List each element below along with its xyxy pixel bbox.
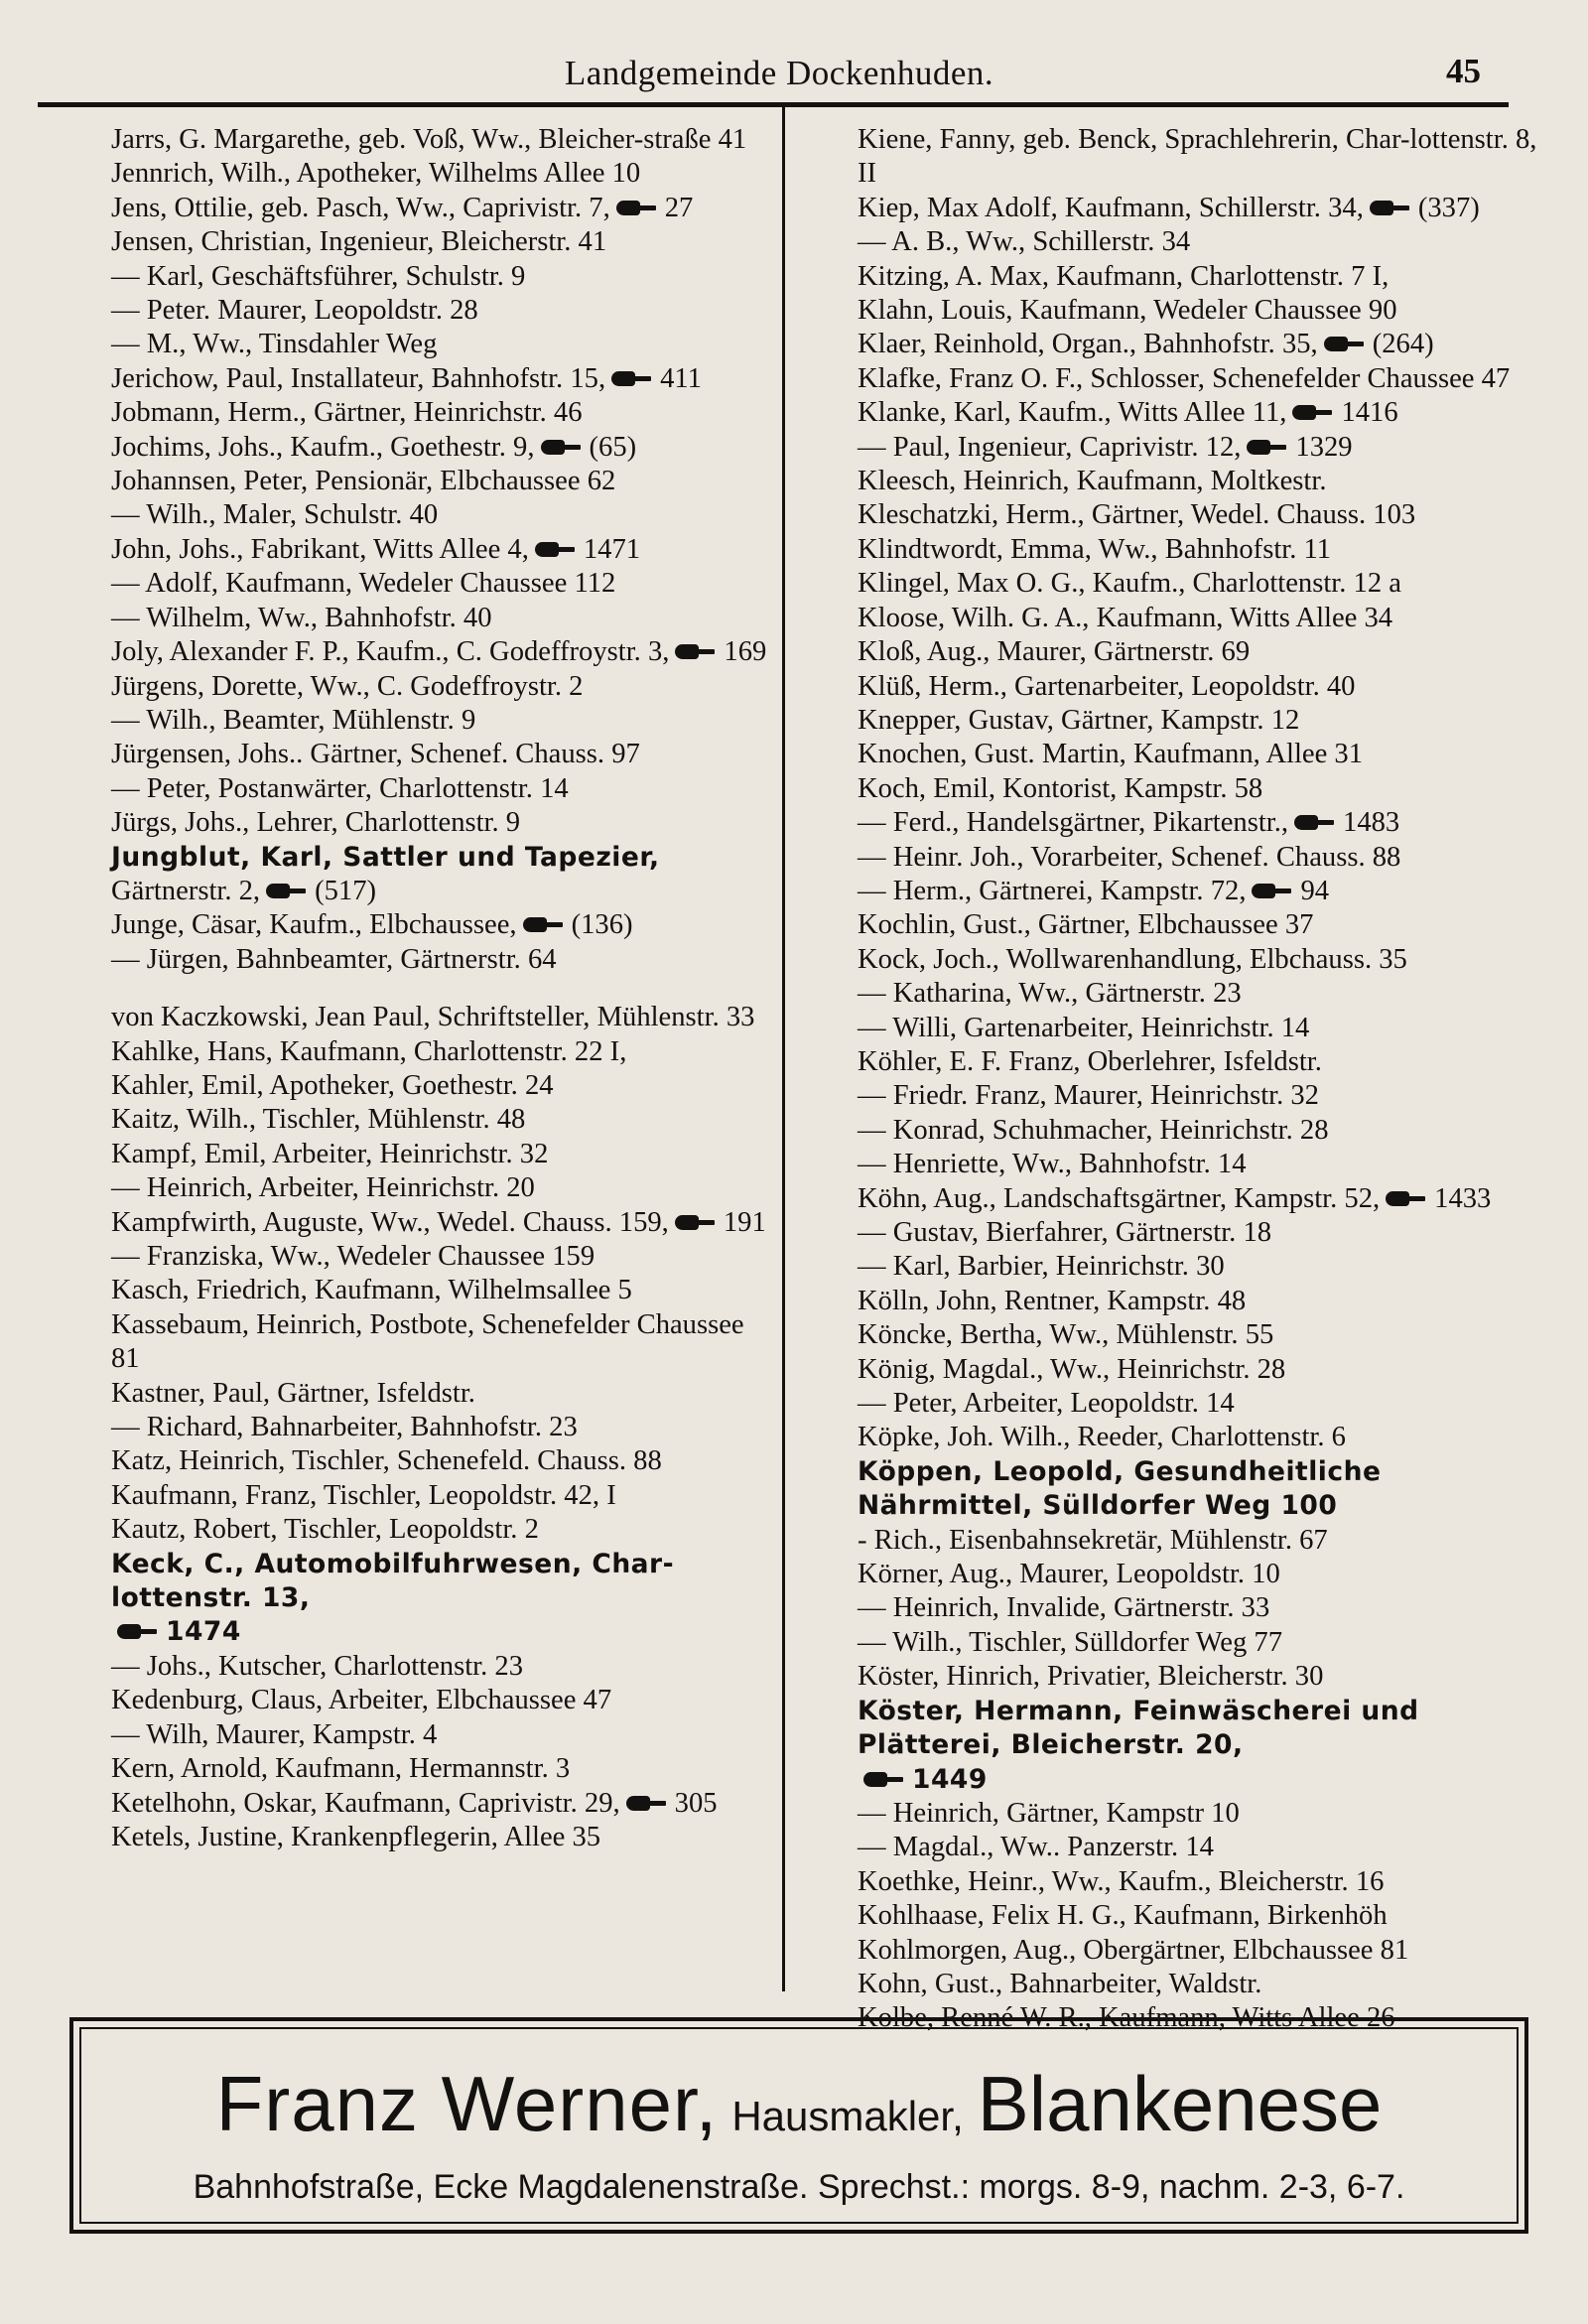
- telephone-number: 191: [723, 1206, 766, 1238]
- directory-entry: [48, 1001, 774, 1034]
- telephone-icon: [1252, 883, 1291, 899]
- entry-text: Kautz, Robert, Tischler, Leopoldstr. 2: [111, 1514, 539, 1546]
- entry-text: Knepper, Gustav, Gärtner, Kampstr. 12: [858, 704, 1300, 736]
- entry-text: Katz, Heinrich, Tischler, Schenefeld. Chauss. 88: [111, 1445, 662, 1477]
- entry-text: — Jürgen, Bahnbeamter, Gärtnerstr. 64: [111, 943, 557, 975]
- telephone-number: 1474: [166, 1616, 241, 1648]
- directory-entry: [794, 1797, 1540, 1831]
- directory-entry: [48, 192, 774, 225]
- directory-entry: [794, 498, 1540, 532]
- entry-text: Kaitz, Wilh., Tischler, Mühlenstr. 48: [111, 1104, 526, 1136]
- entry-text: Jens, Ottilie, geb. Pasch, Ww., Caprivistr. 7,: [111, 192, 610, 223]
- entry-text: Kasch, Friedrich, Kaufmann, Wilhelmsallee 5: [111, 1275, 632, 1306]
- directory-entry: [48, 294, 774, 328]
- directory-entry: [794, 806, 1540, 840]
- directory-entry: [48, 875, 774, 908]
- entry-text: Kloose, Wilh. G. A., Kaufmann, Witts Allee 34: [858, 602, 1393, 633]
- directory-entry: [794, 123, 1540, 192]
- telephone-icon: [1247, 439, 1286, 456]
- advertisement-box: [69, 2017, 1528, 2234]
- advertiser-city: Blankenese: [977, 2060, 1383, 2147]
- directory-entry: [48, 465, 774, 498]
- entry-text: Jennrich, Wilh., Apotheker, Wilhelms Allee 10: [111, 158, 641, 190]
- directory-entry: [794, 533, 1540, 567]
- directory-entry: [794, 738, 1540, 771]
- entry-text: Kaufmann, Franz, Tischler, Leopoldstr. 42, I: [111, 1479, 616, 1511]
- telephone-number: (337): [1417, 192, 1480, 223]
- entry-text: Keck, C., Automobilfuhrwesen, Char-lottenstr. 13,: [111, 1548, 675, 1614]
- directory-entry: [794, 841, 1540, 875]
- directory-entry: [794, 1831, 1540, 1864]
- entry-text: — Herm., Gärtnerei, Kampstr. 72,: [858, 875, 1247, 906]
- directory-entry: [794, 1353, 1540, 1387]
- directory-entry: [48, 635, 774, 669]
- entry-text: Koch, Emil, Kontorist, Kampstr. 58: [858, 772, 1263, 804]
- entry-text: — Richard, Bahnarbeiter, Bahnhofstr. 23: [111, 1412, 578, 1443]
- entry-text: — Heinr. Joh., Vorarbeiter, Schenef. Chauss. 88: [858, 841, 1401, 873]
- directory-entry: [48, 1308, 774, 1377]
- entry-text: — Heinrich, Invalide, Gärtnerstr. 33: [858, 1592, 1270, 1624]
- directory-entry: [48, 1718, 774, 1752]
- entry-text: — Paul, Ingenieur, Caprivistr. 12,: [858, 431, 1242, 463]
- entry-text: von Kaczkowski, Jean Paul, Schriftsteller, Mühlenstr. 33: [111, 1002, 755, 1033]
- directory-entry: [794, 602, 1540, 635]
- entry-text: Kleschatzki, Herm., Gärtner, Wedel. Chauss. 103: [858, 499, 1416, 531]
- telephone-icon: [1294, 814, 1334, 831]
- entry-text: Kohlhaase, Felix H. G., Kaufmann, Birkenhöh: [858, 1900, 1388, 1932]
- entry-text: — Ferd., Handelsgärtner, Pikartenstr.,: [858, 807, 1289, 839]
- entry-text: Köpke, Joh. Wilh., Reeder, Charlottenstr. 6: [858, 1422, 1346, 1453]
- entry-text: Klingel, Max O. G., Kaufm., Charlottenstr. 12 a: [858, 568, 1401, 600]
- advertiser-name: Franz Werner,: [215, 2060, 719, 2147]
- entry-text: Kohlmorgen, Aug., Obergärtner, Elbchaussee 81: [858, 1934, 1409, 1966]
- directory-entry: [48, 1274, 774, 1307]
- directory-entry: [794, 1421, 1540, 1454]
- entry-text: — Henriette, Ww., Bahnhofstr. 14: [858, 1149, 1247, 1180]
- telephone-icon: [1370, 200, 1409, 216]
- entry-text: Kleesch, Heinrich, Kaufmann, Moltkestr.: [858, 466, 1327, 497]
- telephone-icon: [541, 439, 581, 456]
- entry-text: — Wilh., Maler, Schulstr. 40: [111, 499, 439, 531]
- entry-text: Köhn, Aug., Landschaftsgärtner, Kampstr. 52,: [858, 1182, 1381, 1214]
- entry-text: — Karl, Geschäftsführer, Schulstr. 9: [111, 260, 526, 292]
- directory-entry: [48, 328, 774, 361]
- entry-text: Körner, Aug., Maurer, Leopoldstr. 10: [858, 1559, 1280, 1590]
- entry-text: — Katharina, Ww., Gärtnerstr. 23: [858, 978, 1242, 1010]
- entry-text: Köhler, E. F. Franz, Oberlehrer, Isfeldstr.: [858, 1045, 1322, 1077]
- directory-entry: [794, 1695, 1540, 1797]
- directory-entry: [48, 123, 774, 157]
- directory-entry: [48, 602, 774, 635]
- directory-entry: [48, 1444, 774, 1478]
- page-header: [50, 46, 1509, 99]
- directory-entry: [794, 943, 1540, 977]
- telephone-number: 27: [664, 192, 694, 223]
- directory-entry: [794, 1558, 1540, 1591]
- telephone-icon: [266, 883, 306, 899]
- entry-text: König, Magdal., Ww., Heinrichstr. 28: [858, 1353, 1286, 1385]
- directory-entry: [794, 1182, 1540, 1216]
- directory-entry: [48, 396, 774, 430]
- telephone-number: 1433: [1434, 1182, 1492, 1214]
- entry-text: — Friedr. Franz, Maurer, Heinrichstr. 32: [858, 1080, 1319, 1112]
- telephone-icon: [675, 1214, 715, 1231]
- directory-entry: [794, 1899, 1540, 1933]
- directory-entry: [48, 1821, 774, 1854]
- entry-text: Kohn, Gust., Bahnarbeiter, Waldstr.: [858, 1968, 1262, 1999]
- entry-text: — Heinrich, Arbeiter, Heinrichstr. 20: [111, 1172, 535, 1204]
- directory-entry: [48, 738, 774, 771]
- advertisement-address: Bahnhofstraße, Ecke Magdalenenstraße. Sprechst.: morgs. 8-9, nachm. 2-3, 6-7.: [193, 2168, 1405, 2206]
- advertiser-profession: Hausmakler,: [731, 2093, 964, 2139]
- entry-text: Gärtnerstr. 2,: [111, 875, 261, 906]
- directory-entry: [794, 1455, 1540, 1524]
- entry-text: Kochlin, Gust., Gärtner, Elbchaussee 37: [858, 909, 1314, 941]
- directory-entry: [794, 192, 1540, 225]
- entry-text: — Gustav, Bierfahrer, Gärtnerstr. 18: [858, 1217, 1272, 1248]
- entry-text: — Peter, Postanwärter, Charlottenstr. 14: [111, 772, 569, 804]
- entry-text: — Konrad, Schuhmacher, Heinrichstr. 28: [858, 1114, 1329, 1146]
- telephone-number: (264): [1372, 329, 1434, 360]
- directory-entry: [48, 1171, 774, 1205]
- entry-text: Klindtwordt, Emma, Ww., Bahnhofstr. 11: [858, 533, 1332, 565]
- entry-text: Jarrs, G. Margarethe, geb. Voß, Ww., Bleicher-straße 41: [111, 124, 747, 155]
- directory-entry: [48, 1069, 774, 1103]
- entry-text: — A. B., Ww., Schillerstr. 34: [858, 226, 1191, 258]
- telephone-number: 169: [724, 636, 767, 668]
- directory-entry: [48, 704, 774, 738]
- directory-entry: [794, 1148, 1540, 1181]
- entry-text: — Wilhelm, Ww., Bahnhofstr. 40: [111, 602, 492, 633]
- directory-entry: [48, 498, 774, 532]
- telephone-icon: [117, 1623, 157, 1640]
- directory-entry: [48, 1548, 774, 1650]
- entry-text: Joly, Alexander F. P., Kaufm., C. Godeffroystr. 3,: [111, 636, 670, 668]
- entry-text: Ketelhohn, Oskar, Kaufmann, Caprivistr. 29,: [111, 1787, 620, 1819]
- entry-text: — Willi, Gartenarbeiter, Heinrichstr. 14: [858, 1012, 1310, 1043]
- directory-entry: [48, 841, 774, 875]
- page-number: 45: [1446, 52, 1481, 90]
- entry-text: Kern, Arnold, Kaufmann, Hermannstr. 3: [111, 1753, 571, 1785]
- directory-entry: [794, 1660, 1540, 1694]
- directory-entry: [48, 1752, 774, 1786]
- telephone-icon: [523, 916, 563, 933]
- entry-text: — Johs., Kutscher, Charlottenstr. 23: [111, 1650, 524, 1682]
- entry-text: Johannsen, Peter, Pensionär, Elbchaussee 62: [111, 466, 616, 497]
- directory-entry: [794, 567, 1540, 601]
- directory-entry: [48, 1206, 774, 1240]
- directory-entry: [48, 908, 774, 942]
- entry-text: Jürgensen, Johs.. Gärtner, Schenef. Chauss. 97: [111, 739, 640, 770]
- telephone-number: 411: [660, 362, 702, 394]
- entry-text: Kitzing, A. Max, Kaufmann, Charlottenstr. 7 I,: [858, 260, 1390, 292]
- directory-entry: [794, 1318, 1540, 1352]
- entry-text: Jungblut, Karl, Sattler und Tapezier,: [111, 841, 660, 873]
- entry-text: Koethke, Heinr., Ww., Kaufm., Bleicherstr. 16: [858, 1865, 1385, 1897]
- directory-entry: [48, 1377, 774, 1411]
- entry-text: Kloß, Aug., Maurer, Gärtnerstr. 69: [858, 636, 1251, 668]
- telephone-number: (65): [589, 431, 637, 463]
- directory-entry: [794, 704, 1540, 738]
- entry-text: Klahn, Louis, Kaufmann, Wedeler Chaussee 90: [858, 295, 1397, 327]
- entry-text: Ketels, Justine, Krankenpflegerin, Allee 35: [111, 1821, 601, 1852]
- directory-entry: [794, 1079, 1540, 1113]
- entry-text: — Peter. Maurer, Leopoldstr. 28: [111, 295, 478, 327]
- entry-text: Junge, Cäsar, Kaufm., Elbchaussee,: [111, 909, 517, 941]
- entry-text: Kastner, Paul, Gärtner, Isfeldstr.: [111, 1377, 475, 1409]
- directory-entry: [48, 157, 774, 191]
- entry-text: Kahler, Emil, Apotheker, Goethestr. 24: [111, 1069, 554, 1101]
- telephone-number: 1416: [1341, 397, 1398, 429]
- directory-entry: [794, 1285, 1540, 1318]
- telephone-number: 94: [1300, 875, 1330, 906]
- directory-entry: [48, 225, 774, 259]
- advertisement-headline: [81, 2059, 1517, 2149]
- entry-text: — Heinrich, Gärtner, Kampstr 10: [858, 1797, 1240, 1829]
- telephone-number: 305: [674, 1787, 718, 1819]
- directory-entry: [794, 1012, 1540, 1045]
- telephone-number: 1471: [583, 533, 641, 565]
- directory-entry: [48, 943, 774, 977]
- directory-entry: [48, 1035, 774, 1069]
- advertisement-inner-border: [79, 2027, 1519, 2224]
- telephone-icon: [616, 200, 656, 216]
- directory-entry: [794, 396, 1540, 430]
- directory-entry: [794, 1524, 1540, 1558]
- directory-entry: [794, 1934, 1540, 1968]
- telephone-icon: [1386, 1190, 1425, 1207]
- entry-text: Jochims, Johs., Kaufm., Goethestr. 9,: [111, 431, 535, 463]
- entry-text: — Wilh., Beamter, Mühlenstr. 9: [111, 704, 476, 736]
- page-title: Landgemeinde Dockenhuden.: [564, 54, 994, 92]
- entry-text: — Franziska, Ww., Wedeler Chaussee 159: [111, 1241, 596, 1272]
- directory-entry: [794, 908, 1540, 942]
- entry-text: Klaer, Reinhold, Organ., Bahnhofstr. 35,: [858, 329, 1318, 360]
- directory-entry: [48, 1684, 774, 1717]
- directory-entry: [794, 1045, 1540, 1079]
- directory-entry: [794, 1114, 1540, 1148]
- directory-entry: [48, 670, 774, 704]
- column-divider: [782, 107, 785, 1991]
- telephone-icon: [1292, 404, 1332, 421]
- directory-entry: [48, 533, 774, 567]
- telephone-number: 1483: [1343, 807, 1400, 839]
- telephone-icon: [535, 541, 575, 558]
- entry-text: Köster, Hermann, Feinwäscherei und Plätterei, Bleicherstr. 20,: [858, 1695, 1419, 1761]
- entry-text: — Karl, Barbier, Heinrichstr. 30: [858, 1251, 1225, 1283]
- telephone-number: 1449: [912, 1763, 988, 1795]
- directory-entry: [794, 1591, 1540, 1625]
- directory-entry: [48, 1138, 774, 1171]
- entry-text: Kampfwirth, Auguste, Ww., Wedel. Chauss. 159,: [111, 1206, 669, 1238]
- entry-text: Kolbe, Renné W. R., Kaufmann, Witts Allee 26: [858, 2002, 1395, 2034]
- directory-entry: [794, 1865, 1540, 1899]
- directory-entry: [48, 1240, 774, 1274]
- telephone-number: (136): [571, 909, 633, 941]
- directory-entry: [48, 260, 774, 294]
- entry-text: — Magdal., Ww.. Panzerstr. 14: [858, 1832, 1214, 1863]
- telephone-number: (517): [315, 875, 377, 906]
- section-gap: [48, 977, 774, 1001]
- directory-entry: [48, 1479, 774, 1513]
- directory-entry: [794, 875, 1540, 908]
- entry-text: Jerichow, Paul, Installateur, Bahnhofstr. 15,: [111, 362, 606, 394]
- telephone-icon: [863, 1771, 903, 1788]
- directory-entry: [48, 431, 774, 465]
- entry-text: Kiene, Fanny, geb. Benck, Sprachlehrerin, Char-lottenstr. 8, II: [858, 124, 1537, 190]
- telephone-icon: [675, 643, 715, 660]
- directory-entry: [794, 465, 1540, 498]
- directory-entry: [48, 806, 774, 840]
- entry-text: - Rich., Eisenbahnsekretär, Mühlenstr. 67: [858, 1524, 1328, 1556]
- telephone-icon: [611, 370, 651, 387]
- entry-text: Köppen, Leopold, Gesundheitliche Nährmittel, Sülldorfer Weg 100: [858, 1455, 1382, 1522]
- telephone-number: 1329: [1295, 431, 1353, 463]
- directory-entry: [794, 977, 1540, 1011]
- entry-text: — Wilh., Tischler, Sülldorfer Weg 77: [858, 1626, 1283, 1658]
- left-column: [48, 123, 774, 1854]
- directory-entry: [794, 1626, 1540, 1660]
- entry-text: — Peter, Arbeiter, Leopoldstr. 14: [858, 1388, 1235, 1420]
- directory-entry: [794, 772, 1540, 806]
- entry-text: Klüß, Herm., Gartenarbeiter, Leopoldstr. 40: [858, 670, 1356, 702]
- directory-entry: [48, 1787, 774, 1821]
- directory-entry: [48, 1650, 774, 1684]
- entry-text: Jensen, Christian, Ingenieur, Bleicherstr. 41: [111, 226, 607, 258]
- directory-entry: [794, 635, 1540, 669]
- entry-text: Kiep, Max Adolf, Kaufmann, Schillerstr. 34,: [858, 192, 1364, 223]
- entry-text: Köncke, Bertha, Ww., Mühlenstr. 55: [858, 1319, 1274, 1351]
- directory-entry: [48, 567, 774, 601]
- entry-text: — M., Ww., Tinsdahler Weg: [111, 329, 438, 360]
- directory-entry: [794, 1216, 1540, 1250]
- directory-entry: [48, 1103, 774, 1137]
- directory-entry: [794, 1250, 1540, 1284]
- right-column: [794, 123, 1540, 2036]
- entry-text: Kahlke, Hans, Kaufmann, Charlottenstr. 22 I,: [111, 1035, 627, 1067]
- telephone-icon: [1324, 336, 1364, 352]
- directory-entry: [794, 328, 1540, 361]
- directory-entry: [794, 1387, 1540, 1421]
- entry-text: — Wilh, Maurer, Kampstr. 4: [111, 1718, 438, 1750]
- entry-text: Knochen, Gust. Martin, Kaufmann, Allee 31: [858, 739, 1364, 770]
- directory-entry: [794, 362, 1540, 396]
- directory-entry: [48, 362, 774, 396]
- entry-text: Jürgens, Dorette, Ww., C. Godeffroystr. 2: [111, 670, 584, 702]
- entry-text: Kedenburg, Claus, Arbeiter, Elbchaussee 47: [111, 1685, 612, 1716]
- entry-text: Kampf, Emil, Arbeiter, Heinrichstr. 32: [111, 1138, 549, 1169]
- directory-entry: [794, 260, 1540, 294]
- directory-entry: [794, 431, 1540, 465]
- directory-entry: [48, 1411, 774, 1444]
- entry-text: Köster, Hinrich, Privatier, Bleicherstr. 30: [858, 1661, 1324, 1693]
- header-rule: [38, 102, 1509, 107]
- entry-text: Jürgs, Johs., Lehrer, Charlottenstr. 9: [111, 807, 521, 839]
- directory-entry: [794, 294, 1540, 328]
- entry-text: Kock, Joch., Wollwarenhandlung, Elbchauss. 35: [858, 943, 1407, 975]
- entry-text: John, Johs., Fabrikant, Witts Allee 4,: [111, 533, 529, 565]
- directory-entry: [794, 1968, 1540, 2001]
- directory-entry: [794, 670, 1540, 704]
- entry-text: Jobmann, Herm., Gärtner, Heinrichstr. 46: [111, 397, 583, 429]
- entry-text: Klanke, Karl, Kaufm., Witts Allee 11,: [858, 397, 1287, 429]
- telephone-icon: [626, 1795, 666, 1812]
- entry-text: — Adolf, Kaufmann, Wedeler Chaussee 112: [111, 568, 616, 600]
- directory-entry: [794, 225, 1540, 259]
- entry-text: Klafke, Franz O. F., Schlosser, Schenefelder Chaussee 47: [858, 362, 1511, 394]
- directory-entry: [48, 1513, 774, 1547]
- directory-entry: [48, 772, 774, 806]
- entry-text: Kölln, John, Rentner, Kampstr. 48: [858, 1285, 1247, 1316]
- entry-text: Kassebaum, Heinrich, Postbote, Schenefelder Chaussee 81: [111, 1308, 744, 1375]
